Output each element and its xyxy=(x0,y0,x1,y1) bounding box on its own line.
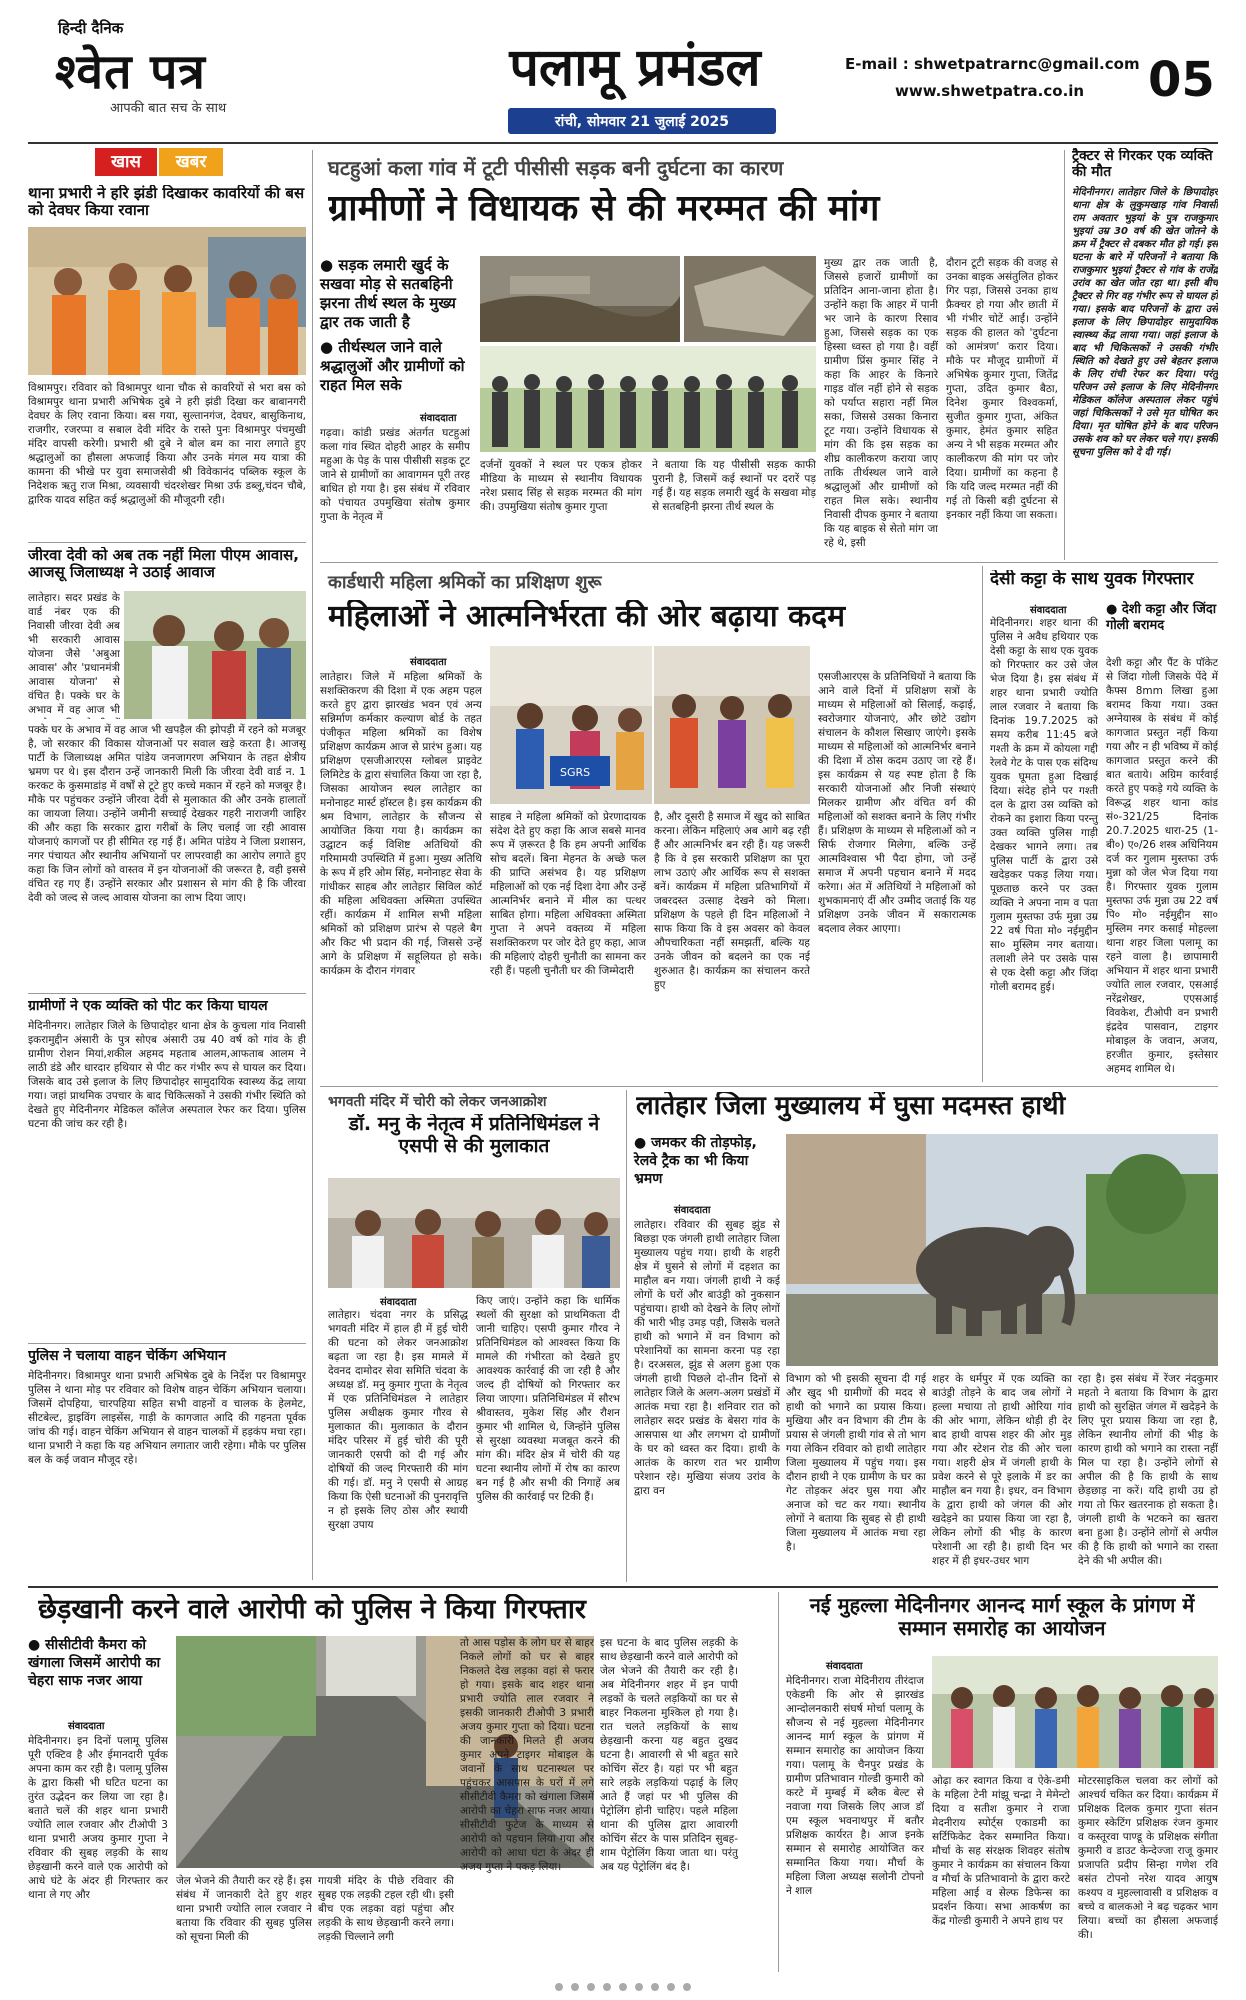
left-column xyxy=(28,185,306,1580)
training-photo-2 xyxy=(654,646,810,804)
divider xyxy=(28,993,306,994)
story-col-2: ओढ़ा कर स्वागत किया व ऐके-डमी के महिला टेनी मांझू चन्द्रा ने मेमेन्टो दिया व सतीश कुमार ने राजा मेदनीराय स्पोर्ट्स एकाडमी का सर्टिफिकेट देकर सम्मानित किया। मौर्चा के सह संरक्षक शिवहर संतोष कुमार ने कार्यक्रम का संचालन किया व मौर्चा के प्रतिभावानो के द्वारा करटे महिला आई व सेल्फ डिफेन्स का प्रदर्शन किया। सभा आकर्षण का केंद्र गोल्डी कुमारी ने अपने हाथ पर xyxy=(932,1775,1070,1927)
story-col-1: मेदिनीनगर। इन दिनों पलामू पुलिस पूरी एक्टिव है और ईमानदारी पूर्वक अपना काम कर रही है। पलामू पुलिस के द्वारा किसी भी घटित घटना का तुरंत उद्भेदन कर लिया जा रहा है। बताते चलें की शहर थाना प्रभारी ज्योति लाल रजवार और टीओपी 3 थाना प्रभारी अजय कुमार गुप्ता ने रविवार की सुबह लड़की के साथ छेड़खानी करने वाले एक आरोपी को आधे घंटे के अंदर ही गिरफ्तार कर थाना ले गए और xyxy=(28,1735,168,1901)
kanwar-bus-photo xyxy=(28,227,306,375)
tagline-top: हिन्दी दैनिक xyxy=(58,19,124,37)
story-col-1: लातेहार। जिले में महिला श्रमिकों के सशक्तिकरण की दिशा में एक अहम पहल करते हुए द्वारा झारखंड भवन एवं अन्य सन्निर्माण कर्मकार कल्याण बोर्ड के तहत पंजीकृत महिला श्रमिकों का विशेष प्रशिक्षण कार्यक्रम आज से प्रारंभ हुआ। यह प्रशिक्षण एसजीआरएस ग्लोबल प्राइवेट लिमिटेड के द्वारा संचालित किया जा रहा है, जिसका आयोजन स्थल लातेहार का मनोनाहट मार्स्ट हॉस्टल है। इस कार्यक्रम की श्रम विभाग, लातेहार के सौजन्य से आयोजित किया गया है। कार्यक्रम का उद्घाटन कई विशिष्ट अतिथियों की गरिमामयी उपस्थिति में हुआ। मुख्य अतिथि के रूप में हरि ओम सिंह, मनोनाहट सेवा के गांधीकर साहब और लातेहार सिविल कोर्ट की महिला अधिवक्ता अस्मिता उपस्थित रहीं। कार्यक्रम में शामिल सभी महिला श्रमिकों को प्रशिक्षण प्रारंभ से पहले बैग और किट भी प्रदान की गई, जिससे उन्हें आगे के प्रशिक्षण में सहूलियत हो सके। कार्यक्रम के दौरान गंगवार xyxy=(320,671,482,977)
story-byline: संवाददाता xyxy=(420,413,457,424)
bullet-dot: ● xyxy=(320,256,339,274)
women-story xyxy=(320,566,976,1082)
footer-dot xyxy=(635,1983,643,1991)
story-headline: पुलिस ने चलाया वाहन चेकिंग अभियान xyxy=(28,1348,226,1364)
section-rule xyxy=(28,1586,1218,1588)
footer-dot xyxy=(603,1983,611,1991)
story-headline: महिलाओं ने आत्मनिर्भरता की ओर बढ़ाया कदम xyxy=(328,600,846,634)
elephant-story xyxy=(634,1090,1218,1582)
story-col-3: है, और दूसरी है समाज में खुद को साबित करना। लेकिन महिलाएं अब आगे बढ़ रही हैं और आत्मनिर्भर बन रही हैं। यह जरूरी है कि वे इस सरकारी प्रशिक्षण का पूरा लाभ उठाएं और आर्थिक रूप से सशक्त बनें। कार्यक्रम में महिला प्रतिभागियों में जबरदस्त उत्साह देखने को मिला। प्रशिक्षण के पहले ही दिन महिलाओं ने साफ किया कि वे इस अवसर को केवल औपचारिकता नहीं समझतीं, बल्कि यह उनके जीवन को बदलने का एक नई शुरुआत है। कार्यक्रम का संचालन करते हुए xyxy=(654,811,810,991)
amit-pandey-photo xyxy=(124,591,306,719)
masthead xyxy=(0,0,1246,145)
story-kicker: भगवती मंदिर में चोरी को लेकर जनआक्रोश xyxy=(328,1094,547,1110)
story-headline: लातेहार जिला मुख्यालय में घुसा मदमस्त हाथी xyxy=(636,1092,1066,1121)
khaas-khabar-badge xyxy=(95,148,223,176)
broken-road-photo xyxy=(684,256,816,342)
paper-name: श्वेत पत्र xyxy=(55,44,206,100)
story-bullet: ● सड़क लमारी खुर्द के सखवा मोड़ से सतबहिनी झरना तीर्थ स्थल के मुख्य द्वार तक जाती है xyxy=(320,256,456,331)
footer-dot xyxy=(683,1983,691,1991)
page-number: 05 xyxy=(1148,52,1215,108)
column-rule xyxy=(778,1592,779,1972)
column-rule xyxy=(1064,150,1065,560)
story-headline: ग्रामीणों ने एक व्यक्ति को पीट कर किया घायल xyxy=(28,998,268,1014)
story-bullet: ● सीसीटीवी कैमरा को खंगाला जिसमें आरोपी का चेहरा साफ नजर आया xyxy=(28,1637,161,1689)
footer-dots xyxy=(551,1976,695,1995)
svg-text:SGRS: SGRS xyxy=(560,766,591,779)
story-headline: नई मुहल्ला मेदिनीनगर आनन्द मार्ग स्कूल के प्रांगण में सम्मान समारोह का आयोजन xyxy=(809,1594,1195,1640)
story-col-2: साहब ने महिला श्रमिकों को प्रेरणादायक संदेश देते हुए कहा कि आज सबसे मानव रूप में ज़रूरत है कि हम अपनी आर्थिक सोच बदलें। बिना मेहनत के अच्छे फल की प्राप्ति असंभव है। यह प्रशिक्षण महिलाओं को एक नई दिशा देगा और उन्हें आत्मनिर्भर बनाने में मील का पत्थर साबित होगा। महिला अधिवक्ता अस्मिता गुप्ता ने अपने वक्तव्य में महिला सशक्तिकरण पर जोर देते हुए कहा, आज की महिलाएं दोहरी चुनौती का सामना कर रही हैं। पहली चुनौती घर की जिम्मेदारी xyxy=(490,811,646,977)
story-headline: थाना प्रभारी ने हरि झंडी दिखाकर कावरियों की बस को देवघर किया रवाना xyxy=(28,185,305,220)
divider xyxy=(28,1343,306,1344)
footer-bar xyxy=(28,1976,1218,1994)
story-headline: देसी कट्टा के साथ युवक गिरफ्तार xyxy=(990,570,1194,589)
footer-dot xyxy=(571,1983,579,1991)
katta-story xyxy=(990,566,1218,1082)
footer-dot xyxy=(555,1983,563,1991)
dateline-text: रांची, सोमवार 21 जुलाई 2025 xyxy=(554,114,730,130)
top-story xyxy=(320,148,1058,558)
arrest-story xyxy=(28,1592,774,1972)
story-bullet: ● जमकर की तोड़फोड़, रेलवे ट्रैक का भी किया भ्रमण xyxy=(634,1135,757,1187)
bullet-dot: ● xyxy=(634,1135,652,1151)
bullet-dot: ● xyxy=(1106,602,1122,617)
story-col-4: मुख्य द्वार तक जाती है, जिससे हजारों ग्रामीणों का प्रतिदिन आना-जाना होता है। उन्होंने कहा कि आहर में पानी भर जाने के कारण रिसाव हुआ, जिससे सड़क का एक हिस्सा ध्वस्त हो गया है। वहीं ग्रामीण प्रिंस कुमार सिंह ने कहा कि आहर के किनारे गाइड वॉल नहीं होने से सड़क को पर्याप्त सहारा नहीं मिल सका, जिससे उसका किनारा टूट गया। उन्होंने विधायक से मांग की कि इस सड़क का शीघ्र कालीकरण कराया जाए ताकि तीर्थस्थल जाने वाले श्रद्धालुओं और ग्रामीणों को राहत मिल सके। स्थानीय निवासी दीपक कुमार ने बताया कि यह बाइक से सेतो मांग जा रहे थे, इसी xyxy=(824,257,938,549)
story-body: मेदिनीनगर। विश्रामपुर थाना प्रभारी अभिषेक दुबे के निर्देश पर विश्रामपुर पुलिस ने थाना मोड़ पर रविवार को विशेष वाहन चेकिंग अभियान चलाया। जिसमें दोपहिया, चारपहिया सहित सभी वाहनों व चालक के हेलमेट, सीटबेल्ट, ड्राइविंग लाइसेंस, गाड़ी के कागजात आदि की गहनता पूर्वक जांच की गई। वाहन चेकिंग अभियान से वाहन चालकों में हड़कंप मचा रहा। थाना प्रभारी ने कहा कि यह अभियान लगातार जारी रहेगा। मौके पर पुलिस बल के कई जवान मौजूद रहे। xyxy=(28,1370,306,1466)
story-headline: ट्रैक्टर से गिरकर एक व्यक्ति की मौत xyxy=(1072,148,1213,181)
story-col-2: किए जाएं। उन्होंने कहा कि धार्मिक स्थलों की सुरक्षा को प्राथमिकता दी जानी चाहिए। एसपी कुमार गौरव ने प्रतिनिधिमंडल को आश्वस्त किया कि मामले की गंभीरता को देखते हुए आवश्यक कार्रवाई की जा रही है और जल्द ही दोषियों को गिरफ्तार कर लिया जाएगा। प्रतिनिधिमंडल में सौरभ श्रीवास्तव, मुकेश सिंह और रौशन कुमार भी शामिल थे, जिन्होंने पुलिस से सुरक्षा व्यवस्था मजबूत करने की मांग की। मंदिर क्षेत्र में चोरी की यह घटना स्थानीय लोगों में रोष का कारण बन गई है और सभी की निगाहें अब पुलिस की कार्रवाई पर टिकी हैं। xyxy=(476,1295,620,1503)
story-col-1: गढ़वा। कांडी प्रखंड अंतर्गत घटहुआं कला गांव स्थित दोहरी आहर के समीप महुआ के पेड़ के पास पीसीसी सड़क टूट जाने से ग्रामीणों का आवागमन पूरी तरह बाधित हो गया है। इस संबंध में रविवार को पंचायत उपमुखिया संतोष कुमार गुप्ता के नेतृत्व में xyxy=(320,427,470,523)
column-rule xyxy=(312,150,313,1580)
story-headline: छेड़खानी करने वाले आरोपी को पुलिस ने किया गिरफ्तार xyxy=(38,1594,586,1625)
story-headline: ग्रामीणों ने विधायक से की मरम्मत की मांग xyxy=(328,188,880,229)
story-col-3: गायत्री मंदिर के पीछे रविवार की सुबह एक लड़की टहल रही थी। इसी बीच एक लड़का वहां पहुंचा और लड़की के साथ छेड़खानी करने लगा। लड़की चिल्लाने लगी xyxy=(318,1875,454,1943)
website-text: www.shwetpatra.co.in xyxy=(895,82,1085,100)
footer-dot xyxy=(651,1983,659,1991)
section-rule xyxy=(320,562,1218,563)
story-byline: संवाददाता xyxy=(826,1661,863,1672)
column-rule xyxy=(982,566,983,1082)
story-col-3: मोटरसाइकिल चलवा कर लोगों को आश्चर्य चकित कर दिया। कार्यक्रम में प्रशिक्षक दिलक कुमार गुप्ता संतन कुमार स्केटिंग प्रशिक्षक रंजन कुमार व कस्तूरवा पाण्डू के प्रशिक्षक संगीता कुमारी व डाउट केन्देज्जा राजू कुमार प्रजापति प्रदीप सिन्हा गणेश रवि बसंत टोपनो नरेश यादव आयुष कश्यप व मुहल्लावासी व प्रशिक्षक व बच्चे व बालकओ ने बढ़ चढ़कर भाग लिया। बच्चों का हौसला अफजाई की। xyxy=(1078,1775,1218,1941)
footer-dot xyxy=(667,1983,675,1991)
story-headline: जीरवा देवी को अब तक नहीं मिला पीएम आवास, आजसू जिलाध्यक्ष ने उठाई आवाज xyxy=(28,547,299,582)
story-col-1: मेदिनीनगर। राजा मेदिनीराय तीरंदाज एकेडमी कि ओर से झारखंड आन्दोलनकारी संघर्ष मोर्चा पलामू के सौजन्य से नई मुहल्ला मेदिनीनगर आनन्द मार्ग स्कूल के प्रांगण में सम्मान समारोह का आयोजन किया गया। पलामू के चैनपुर प्रखंड के ग्रामीण प्रतिभावान गोल्डी कुमारी को करटे में मुम्बई में ब्लैक बेल्ट से नवाजा गया जिसके लिए आज डॉ एम स्कूल भवनाथपुर में बतौर प्रशिक्षक कार्यरत है। आज इनके सम्मान से समारोह आयोजित कर सम्मानित किया गया। मौर्चा के महिला जिला अध्यक्ष सलोनी टोपनो ने शाल xyxy=(786,1675,924,1897)
story-col-3: ने बताया कि यह पीसीसी सड़क काफी पुरानी है, जिसमें कई स्थानों पर दरारें पड़ गई हैं। यह सड़क लमारी खुर्द के सखवा मोड़ से सतबहिनी झरना तीर्थ स्थल के xyxy=(652,459,816,513)
section-rule xyxy=(320,1086,1218,1087)
footer-dot xyxy=(587,1983,595,1991)
column-rule xyxy=(626,1090,627,1582)
story-body: मेदिनीनगर। लातेहार जिले के छिपादोहर थाना क्षेत्र के लुकुमखाड़ गांव निवासी राम अवतार भुइयां के पुत्र राजकुमार भुइयां उम्र 30 वर्ष की खेत जोतने के क्रम में ट्रैक्टर से दबकर मौत हो गई। इस घटना के बारे में परिजनों ने बताया कि राजकुमार भुइयां ट्रैक्टर से गांव के राजेंद्र उरांव का खेत जोत रहा था। इसी बीच ट्रैक्टर से गिर वह गंभीर रूप से घायल हो गया। इसके बाद परिजनों के द्वारा उसे इलाज के लिए छिपादोहर सामुदायिक स्वास्थ्य केंद्र लाया गया। जहां इलाज के बाद भी चिकित्सकों ने उसकी गंभीर स्थिति को देखते हुए उसे बेहतर इलाज के लिए रांची रेफर कर दिया। परंतु परिजन उसे इलाज के लिए मेदिनीनगर मेडिकल कॉलेज अस्पताल लेकर पहुंचे जहां चिकित्सकों ने उसे मृत घोषित कर दिया। मृत घोषित होने के बाद परिजन उसके शव को घर लेकर चले गए। इसकी सूचना पुलिस को दे दी गई। xyxy=(1072,187,1218,458)
story-body: विश्रामपुर। रविवार को विश्रामपुर थाना चौक से कावरियों से भरा बस को विश्रामपुर थाना प्रभारी अभिषेक दुबे ने हरी झंडी दिखा कर बाबानगरी देवघर के लिए रवाना किया। बस गया, सुल्तानगंज, देवघर, बासुकिनाथ, राजगीर, रजरप्पा व सबाल देवी मंदिर के रास्ते पुनः विश्रामपुर पंचमुखी मंदिर वापसी करेगी। प्रभारी श्री दुबे ने बोल बम का नारा लगाते हुए श्रद्धालुओं का हौसला अफजाई किया और उनके मंगल मय यात्रा की कामना की भीखे पर युवा समाजसेवी श्री विवेकानंद पब्लिक स्कूल के निदेशक ऋतु राज मिश्रा, व्यवसायी चंदरशेखर मिश्रा उर्फ डब्लू,चंदन चौबे, द्वारिक यादव सहित कई श्रद्धालुओं की मौजूदगी रही। xyxy=(28,382,306,506)
story-kicker: कार्डधारी महिला श्रमिकों का प्रशिक्षण शुरू xyxy=(328,572,602,593)
temple-story xyxy=(320,1090,620,1582)
sp-meeting-photo xyxy=(328,1178,620,1288)
story-col-4: रहा है। इस संबंध में रेंजर नंदकुमार महतो ने बताया कि विभाग के द्वारा हाथी को सुरक्षित जंगल में खदेड़ने के लिए पूरा प्रयास किया जा रहा है, लेकिन स्थानीय लोगों की भीड़ के कारण हाथी को भगाने का रास्ता नहीं मिल पा रहा है। उन्होंने लोगों से अपील की है कि हाथी के साथ छेड़छाड़ ना करें। यदि हाथी उग्र हो गया तो फिर खतरनाक हो सकता है। जंगली हाथी के भटकने का खतरा बना हुआ है। उन्होंने लोगों से अपील की है कि हाथी को भगाने का रास्ता देने की भी अपील की। xyxy=(1078,1373,1218,1567)
story-headline: डॉ. मनु के नेतृत्व में प्रतिनिधिमंडल ने एसपी से की मुलाकात xyxy=(348,1114,600,1157)
email-text: E-mail : shwetpatrarnc@gmail.com xyxy=(845,55,1140,73)
story-col-1: लातेहार। चंदवा नगर के प्रसिद्ध भगवती मंदिर में हाल ही में हुई चोरी की घटना को लेकर जनआक्रोश बढ़ता जा रहा है। इस मामले में देवनद दामोदर सेवा समिति चंदवा के अध्यक्ष डॉ. मनु कुमार गुप्ता के नेतृत्व में एक प्रतिनिधिमंडल ने लातेहार पुलिस अधीक्षक कुमार गौरव से मुलाकात की। मुलाकात के दौरान मंदिर परिसर में हुई चोरी की पूरी जानकारी एसपी को दी गई और दोषियों की जल्द गिरफ्तारी की मांग की गई। डॉ. मनु ने एसपी से आग्रह किया कि ऐसी घटनाओं की पुनरावृत्ति न हो इसके लिए ठोस और स्थायी सुरक्षा उपाय xyxy=(328,1309,468,1531)
khaas-label: खास xyxy=(95,148,157,176)
story-col-2: जेल भेजने की तैयारी कर रहे हैं। इस संबंध में जानकारी देते हुए शहर थाना प्रभारी ज्योति लाल रजवार ने बताया कि रविवार की सुबह पुलिस को सूचना मिली की xyxy=(176,1875,312,1943)
story-col-4: तो आस पड़ोस के लोग घर से बाहर निकले लोगों को घर से बाहर निकलते देख लड़का वहां से फरार हो गया। इसके बाद शहर थाना प्रभारी ज्योति लाल रजवार ने इसकी जानकारी टीओपी 3 प्रभारी अजय कुमार गुप्ता को दिया। घटना की जानकारी मिलते ही अजय कुमार अपने टाइगर मोबाइल के जवानों के साथ घटनास्थल पर पहुंचकर आसपास के घरों में लगे सीसीटीवी कैमरा को खंगाला जिसमें आरोपी का चेहरा साफ नजर आया। सीसीटीवी फुटेज के माध्यम से आरोपी को पहचान लिया गया और आरोपी को आधा घंटा के अंदर ही अजय गुप्ता ने पकड़ लिया। xyxy=(460,1637,594,1873)
story-col-2: दर्जनों युवकों ने स्थल पर एकत्र होकर मीडिया के माध्यम से स्थानीय विधायक नरेश प्रसाद सिंह से सड़क मरम्मत की मांग की। उपमुखिया संतोष कुमार गुप्ता xyxy=(480,459,642,513)
story-col-3: शहर के धर्मपुर में एक व्यक्ति का बाउंड्री तोड़ने के बाद जब लोगों ने हल्ला मचाया तो हाथी ओरिया गांव की ओर भागा, लेकिन थोड़ी ही देर बाद हाथी वापस शहर की ओर मुड़ गया और स्टेशन रोड की ओर चला गया। शहरी क्षेत्र में जंगली हाथी के प्रवेश करने से पूरे इलाके में डर का माहौल बन गया है। इधर, वन विभाग के द्वारा हाथी को जंगल की ओर खदेड़ने का प्रयास किया जा रहा है, लेकिन लोगों की भीड़ के कारण परेशानी आ रही है। हाथी दिन भर शहर में ही इधर-उधर भाग xyxy=(932,1373,1072,1567)
story-col-4: एसजीआरएस के प्रतिनिधियों ने बताया कि आने वाले दिनों में प्रशिक्षण सत्रों के माध्यम से महिलाओं को सिलाई, कढ़ाई, स्वरोजगार योजनाएं, और छोटे उद्योग संचालन के कौशल सिखाए जाएंगे। इसके माध्यम से महिलाओं को आत्मनिर्भर बनाने की दिशा में ठोस कदम उठाए जा रहे हैं। इस कार्यक्रम से यह स्पष्ट होता है कि सरकारी योजनाओं और निजी संस्थाएं मिलकर ग्रामीण और वंचित वर्ग की महिलाओं को सशक्त बनाने के लिए गंभीर हैं। प्रशिक्षण के माध्यम से महिलाओं को न सिर्फ रोजगार मिलेगा, बल्कि उन्हें आत्मविश्वास भी पैदा होगा, जो उन्हें समाज में अपनी पहचान बनाने में मदद करेगा। अंत में अतिथियों ने महिलाओं को शुभकामनाएं दीं और उम्मीद जताई कि यह प्रशिक्षण उनके जीवन में सकारात्मक बदलाव लेकर आएगा। xyxy=(818,671,976,935)
training-photo-1 xyxy=(490,646,652,804)
elephant-photo xyxy=(786,1134,1218,1366)
story-body: मेदिनीनगर। लातेहार जिले के छिपादोहर थाना क्षेत्र के कुचला गांव निवासी इकरामुद्दीन अंसारी के पुत्र सोएब अंसारी उम्र 40 वर्ष को गांव के ही ग्रामीण रोशन मियां,शकील अहमद महताब आलम,आफताब आलम ने लाठी डंडे और धारदार हथियार से पीट कर गंभीर रूप से घायल कर दिया। जिसके बाद उसे इलाज के लिए छिपादोहर सामुदायिक स्वास्थ्य केंद्र लाया गया। जहां प्राथमिक उपचार के बाद चिकित्सकों ने उसकी गंभीर स्थिति को देखते हुए मेदिनीनगर मेडिकल कॉलेज अस्पताल रेफर कर दिया। पुलिस घटना की जांच कर रही है। xyxy=(28,1020,306,1130)
story-bullet: ● तीर्थस्थल जाने वाले श्रद्धालुओं और ग्रामीणों को राहत मिल सके xyxy=(320,338,465,394)
story-col-2: देशी कट्टा और पैंट के पॉकेट से जिंदा गोली जिसके पेंदे में कैफ्स 8mm लिखा हुआ बरामद किया गया। उक्त अग्नेयास्त्र के संबंध में कोई कागजात प्रस्तुत नहीं किया गया और न ही भविष्य में कोई कागजात प्रस्तुत करने की बात बताये। अग्रिम कार्रवाई करते हुए पकड़े गये व्यक्ति के विरूद्ध शहर थाना कांड सं०-321/25 दिनांक 20.7.2025 धारा-25 (1-बी०) ए०/26 शस्त्र अधिनियम दर्ज कर गुलाम मुस्तफा उर्फ मुन्ना को जेल भेज दिया गया है। गिरफ्तार युवक गुलाम मुस्तफा उर्फ मुन्ना उम्र 22 वर्ष पि० मो० नईमुद्दीन सा० मुस्लिम नगर कसाई मोहल्ला थाना शहर जिला पलामू का रहने वाला है। छापामारी अभियान में शहर थाना प्रभारी ज्योति लाल रजवार, एसआई नरेंद्रशेखर, एएसआई विवकेश, टीओपी वन प्रभारी इंद्रदेव पासवान, टाइगर मोबाइल के जवान, अजय, हरजीत कुमार, इस्तेसार अहमद शामिल थे। xyxy=(1106,657,1218,1075)
masthead-rule xyxy=(28,142,1218,144)
paper-tagline: आपकी बात सच के साथ xyxy=(110,101,227,116)
story-kicker: घटहुआं कला गांव में टूटी पीसीसी सड़क बनी दुर्घटना का कारण xyxy=(328,156,784,180)
divider xyxy=(28,542,306,543)
story-col-1: लातेहार। रविवार की सुबह झुंड से बिछड़ा एक जंगली हाथी लातेहार जिला मुख्यालय पहुंच गया। हाथी के शहरी क्षेत्र में घुसने से लोगों में दहशत का माहौल बन गया। जंगली हाथी ने कई लोगों के घरों और बाउंड्री को नुकसान पहुंचाया। हाथी को देखने के लिए लोगों की भारी भीड़ उमड़ पड़ी, जिसके चलते हाथी को भगाने में वन विभाग को परेशानियों का सामना करना पड़ रहा है। दरअसल, झुंड से अलग हुआ एक जंगली हाथी पिछले दो-तीन दिनों से लातेहार जिले के अलग-अलग प्रखंडों में आतंक मचा रहा है। शनिवार रात को लातेहार सदर प्रखंड के बेसरा गांव के आसपास था और लगभग दो ग्रामीणों के घर को ध्वस्त कर दिया। हाथी के आतंक के कारण रात भर ग्रामीण परेशान रहे। मुखिया संजय उरांव के द्वारा वन xyxy=(634,1219,780,1497)
villagers-photo xyxy=(480,346,816,452)
story-byline: संवाददाता xyxy=(380,1297,417,1308)
story-byline: संवाददाता xyxy=(674,1205,711,1216)
section-title: पलामू प्रमंडल xyxy=(509,38,761,98)
story-col-5: दौरान टूटी सड़क की वजह से उनका बाइक असंतुलित होकर गिर पड़ा, जिससे उनका हाथ फ्रैक्चर हो गया और छाती में भी गंभीर चोटें आईं। उन्होंने सड़क की हालत को 'दुर्घटना को आमंत्रण' करार दिया। मौके पर मौजूद ग्रामीणों में अभिषेक कुमार गुप्ता, जितेंद्र गुप्ता, उदित कुमार बैठा, दिनेश कुमार विश्वकर्मा, सुजीत कुमार गुप्ता, अंकित कुमार, हेमंत कुमार सहित अन्य ने भी सड़क मरम्मत और कालीकरण की मांग पर जोर दिया। ग्रामीणों का कहना है कि यदि जल्द मरम्मत नहीं की गई तो किसी बड़ी दुर्घटना से इनकार नहीं किया जा सकता। xyxy=(946,257,1058,521)
right-brief xyxy=(1072,148,1218,558)
story-col-1: मेदिनीनगर। शहर थाना की पुलिस ने अवैध हथियार एक देसी कट्टा के साथ एक युवक को गिरफ्तार कर उसे जेल भेज दिया है। इस संबंध में शहर थाना प्रभारी ज्योति लाल रजवार ने बताया कि दिनांक 19.7.2025 को समय करीब 11:45 बजे गश्ती के क्रम में कोयला गद्दी रेलवे गेट के पास एक संदिग्ध युवक घूमता हुआ दिखाई दिया। संदेह होने पर गश्ती दल के द्वारा उस व्यक्ति को रोकने का इशारा किया परन्तु उक्त व्यक्ति पुलिस गाड़ी देखकर भागने लगा। तब पुलिस पार्टी के द्वारा उसे खदेड़कर पकड़ लिया गया। पूछताछ करने पर उक्त व्यक्ति ने अपना नाम व पता गुलाम मुस्तफा उर्फ मुन्ना उम्र 22 वर्ष पिता मो० नईमुद्दीन सा० मुस्लिम नगर बताया। तलाशी लेने पर उसके पास से एक देसी कट्टा और जिंदा गोली बरामद हुई। xyxy=(990,617,1098,993)
khabar-label: खबर xyxy=(159,148,223,176)
damaged-road-photo xyxy=(480,256,680,342)
bullet-dot: ● xyxy=(320,338,339,356)
story-body-continued: पक्के घर के अभाव में वह आज भी खपड़ैल की झोपड़ी में रहने को मजबूर है, जो सरकार की विकास योजनाओं पर सवाल खड़े करता है। आजसू पार्टी के जिलाध्यक्ष अमित पांडेय जनजागरण अभियान के तहत क्षेत्रीय भ्रमण पर थे। इस दौरान उन्हें जानकारी मिली कि जीरवा देवी वार्ड न. 1 करकट के कुसमाडांड़ में वर्षों से टूटे हुए कच्चे मकान में रहने को मजबूर है। मौके पर पहुंचकर उन्होंने जीरवा देवी से मुलाकात की और उनके हालातों का जायजा लिया। उन्होंने जमीनी सच्चाई देखकर गहरी नाराजगी जाहिर की और कहा कि सरकार द्वारा गरीबों के लिए चलाई जा रही आवास योजनाएं कागजों पर ही सीमित रह गई हैं। अमित पांडेय ने जिला प्रशासन, नगर पंचायत और स्थानीय अभियानों पर लापरवाही का आरोप लगाते हुए कहा कि जिन लोगों को वास्तव में इन योजनाओं की जरूरत है, वही इससे वंचित रह गए हैं। उन्होंने सरकार और प्रशासन से मांग की है कि जीरवा देवी को जल्द से जल्द आवास योजना का लाभ दिया जाए। xyxy=(28,724,306,904)
story-col-2: विभाग को भी इसकी सूचना दी गई और खुद भी ग्रामीणों की मदद से हाथी को भगाने का प्रयास किया। मुखिया और वन विभाग की टीम के प्रयास से जंगली हाथी गांव से तो भाग गया लेकिन रविवार को हाथी लातेहार जिला मुख्यालय में पहुंच गया। इस दौरान हाथी ने एक ग्रामीण के घर का गेट तोड़कर अंदर घुस गया और अनाज को चट कर गया। स्थानीय लोगों ने बताया कि सुबह से ही हाथी जिला मुख्यालय में आतंक मचा रहा है। xyxy=(786,1373,926,1553)
story-byline: संवाददाता xyxy=(410,657,447,668)
story-byline: संवाददाता xyxy=(68,1721,105,1732)
story-body: लातेहार। सदर प्रखंड के वार्ड नंबर एक की निवासी जीरवा देवी अब भी सरकारी आवास योजना जैसे 'अबुआ आवास' और 'प्रधानमंत्री आवास योजना' से वंचित है। पक्के घर के अभाव में वह आज भी xyxy=(28,592,120,716)
story-bullet: ● देशी कट्टा और जिंदा गोली बरामद xyxy=(1106,602,1217,633)
school-story xyxy=(786,1592,1218,1972)
story-col-5: इस घटना के बाद पुलिस लड़की के साथ छेड़खानी करने वाले आरोपी को जेल भेजने की तैयारी कर रही है। अब मेदिनीनगर शहर में इन पापी लड़कों के चलते लड़कियों का घर से बाहर निकलना मुश्किल हो गया है। रात चलते लड़कियों के साथ छेड़खानी करना यह बहुत दुखद घटना है। आवारगी से भी बहुत सारे कोचिंग सेंटर है। यहां पर भी बहुत सारे लड़के लड़कियां पढ़ाई के लिए आते हैं जहां पर भी पुलिस की पेट्रोलिंग होनी चाहिए। पहले महिला थाना की पुलिस द्वारा आवारगी कोचिंग सेंटर के पास प्रतिदिन सुबह-शाम पेट्रोलिंग किया जाता था। परंतु अब यह पेट्रोलिंग बंद है। xyxy=(600,1637,738,1873)
story-byline: संवाददाता xyxy=(1030,605,1067,616)
bullet-dot: ● xyxy=(28,1637,46,1653)
footer-dot xyxy=(619,1983,627,1991)
felicitation-photo xyxy=(932,1656,1218,1768)
